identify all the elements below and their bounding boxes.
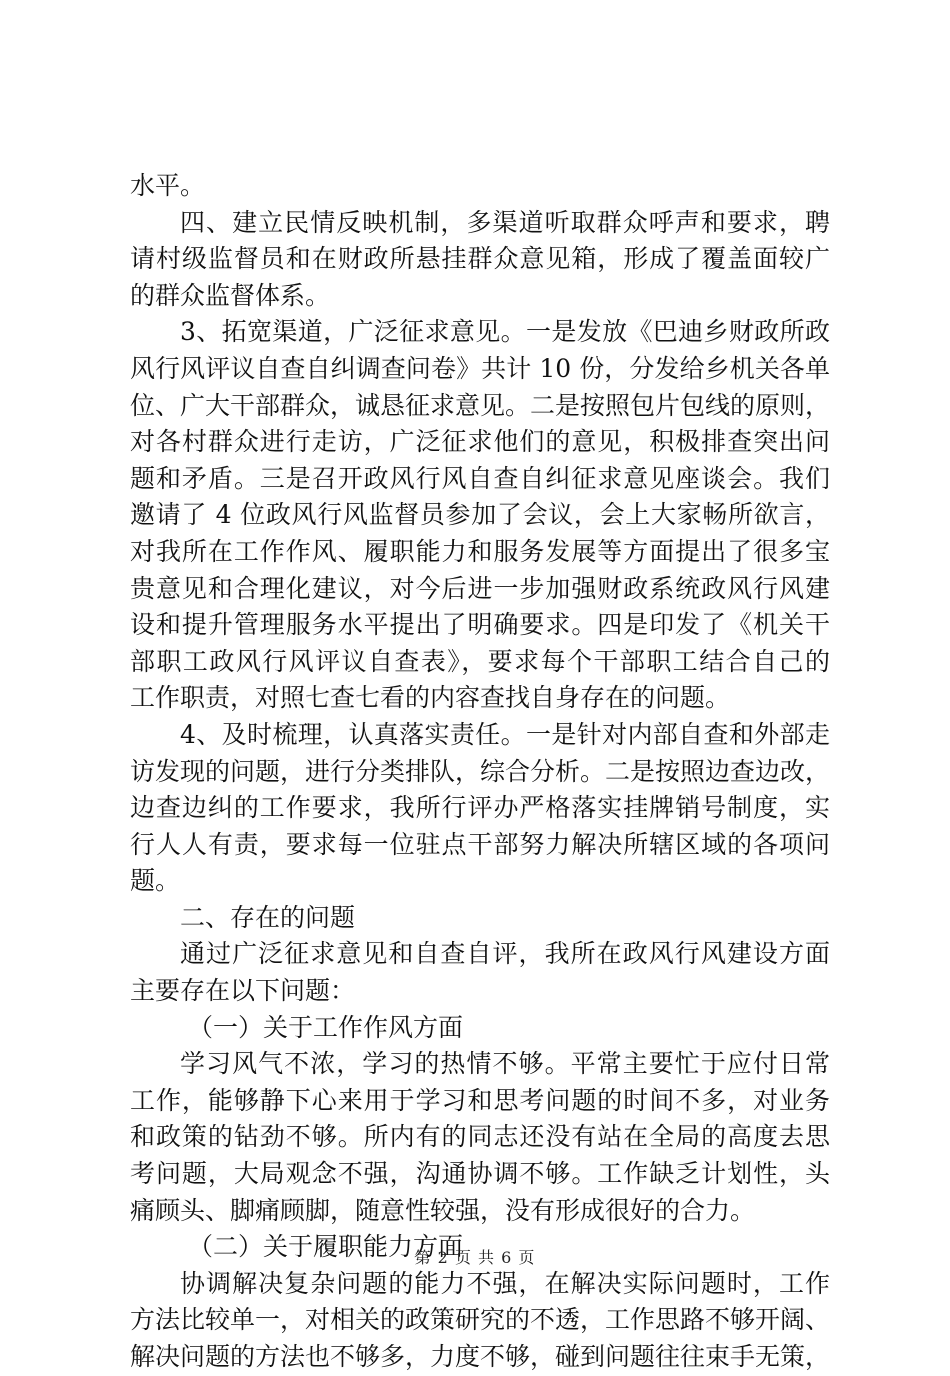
text-line: 水平。 bbox=[130, 171, 206, 200]
text-line: 协调解决复杂问题的能力不强，在解决实际问题时，工作 bbox=[180, 1268, 830, 1298]
text-line: 对我所在工作作风、履职能力和服务发展等方面提出了很多宝 bbox=[130, 536, 830, 566]
text-line: 请村级监督员和在财政所悬挂群众意见箱，形成了覆盖面较广 bbox=[130, 244, 830, 274]
text-line: 学习风气不浓，学习的热情不够。平常主要忙于应付日常 bbox=[180, 1049, 830, 1079]
text-line: 访发现的问题，进行分类排队，综合分析。二是按照边查边改， bbox=[130, 756, 831, 786]
text-line: 设和提升管理服务水平提出了明确要求。四是印发了《机关干 bbox=[130, 610, 830, 640]
text-line: （二）关于履职能力方面 bbox=[188, 1232, 464, 1262]
text-line: 3、拓宽渠道，广泛征求意见。一是发放《巴迪乡财政所政 bbox=[180, 317, 830, 347]
text-line: 对各村群众进行走访，广泛征求他们的意见，积极排查突出问 bbox=[130, 427, 830, 457]
text-line: 部职工政风行风评议自查表》，要求每个干部职工结合自己的 bbox=[130, 646, 830, 676]
text-line: 通过广泛征求意见和自查自评，我所在政风行风建设方面 bbox=[180, 939, 830, 969]
text-line: 方法比较单一，对相关的政策研究的不透，工作思路不够开阔、 bbox=[130, 1305, 831, 1335]
text-line: 的群众监督体系。 bbox=[130, 280, 331, 310]
text-line: 四、建立民情反映机制，多渠道听取群众呼声和要求，聘 bbox=[180, 207, 830, 237]
page-footer: 第 2 页 共 6 页 bbox=[414, 1248, 536, 1267]
document-body bbox=[130, 168, 830, 1376]
text-line: 题。 bbox=[130, 866, 181, 896]
text-line: 考问题，大局观念不强，沟通协调不够。工作缺乏计划性，头 bbox=[130, 1159, 830, 1189]
text-line: 行人人有责，要求每一位驻点干部努力解决所辖区域的各项问 bbox=[130, 829, 830, 859]
text-line: 痛顾头、脚痛顾脚，随意性较强，没有形成很好的合力。 bbox=[130, 1195, 756, 1225]
text-line: 二、存在的问题 bbox=[180, 902, 356, 932]
text-line: 风行风评议自查自纠调查问卷》共计 10 份，分发给乡机关各单 bbox=[130, 353, 830, 383]
text-line: 边查边纠的工作要求，我所行评办严格落实挂牌销号制度，实 bbox=[130, 793, 830, 823]
text-line: 贵意见和合理化建议，对今后进一步加强财政系统政风行风建 bbox=[130, 573, 830, 603]
text-line: 邀请了 4 位政风行风监督员参加了会议，会上大家畅所欲言， bbox=[130, 500, 830, 530]
text-line: 题和矛盾。三是召开政风行风自查自纠征求意见座谈会。我们 bbox=[130, 463, 830, 493]
text-line: 工作，能够静下心来用于学习和思考问题的时间不多，对业务 bbox=[130, 1085, 830, 1115]
text-line: 位、广大干部群众，诚恳征求意见。二是按照包片包线的原则， bbox=[130, 390, 831, 420]
text-line: 和政策的钻劲不够。所内有的同志还没有站在全局的高度去思 bbox=[130, 1122, 830, 1152]
text-line: 解决问题的方法也不够多，力度不够，碰到问题往往束手无策， bbox=[130, 1342, 831, 1371]
text-line: 主要存在以下问题： bbox=[130, 976, 356, 1006]
text-line: （一）关于工作作风方面 bbox=[188, 1012, 464, 1042]
text-line: 工作职责，对照七查七看的内容查找自身存在的问题。 bbox=[130, 683, 731, 713]
text-line: 4、及时梳理，认真落实责任。一是针对内部自查和外部走 bbox=[180, 719, 830, 749]
